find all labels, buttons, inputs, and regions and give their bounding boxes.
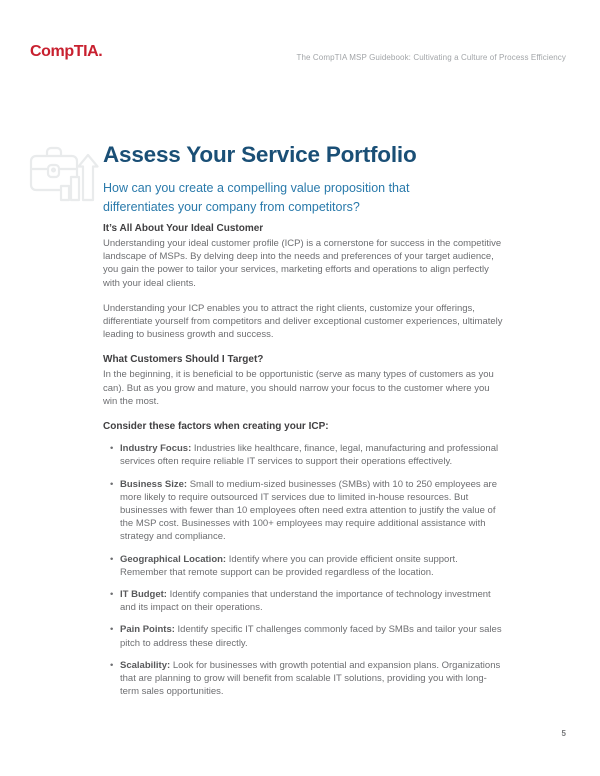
icp-factor-industry-focus xyxy=(103,442,505,468)
icp-factor-label: Scalability: xyxy=(120,659,171,671)
icp-factor-business-size xyxy=(103,478,505,544)
section-heading-target-customers: What Customers Should I Target? xyxy=(103,354,264,366)
icp-factor-scalability xyxy=(103,659,505,699)
page-number: 5 xyxy=(561,729,566,738)
paragraph: In the beginning, it is beneficial to be opportunistic (serve as many types of customers as you can). But as you grow and mature, you should narrow your focus to the customer where you win the most. xyxy=(103,369,494,407)
icp-factor-it-budget xyxy=(103,588,505,614)
icp-factor-label: Industry Focus: xyxy=(120,443,192,455)
body-content xyxy=(103,222,505,707)
icp-factor-text: Identify companies that understand the importance of technology investment and its impact on their operations. xyxy=(120,589,491,614)
icp-factor-label: IT Budget: xyxy=(120,589,167,601)
icp-factor-geographical-location xyxy=(103,553,505,579)
page-title: Assess Your Service Portfolio xyxy=(103,142,417,167)
icp-factor-label: Business Size: xyxy=(120,478,188,490)
icp-factor-label: Geographical Location: xyxy=(120,553,227,565)
document-title: The CompTIA MSP Guidebook: Cultivating a Culture of Process Efficiency xyxy=(296,53,566,62)
comptia-logo: CompTIA. xyxy=(30,43,103,60)
paragraph: Understanding your ICP enables you to attract the right clients, customize your offerings, differentiate yourself from competitors and deliver exceptional customer experiences, ultimately leading to business growth and success. xyxy=(103,302,503,341)
icp-factor-text: Look for businesses with growth potential and expansion plans. Organizations that are planning to grow will benefit from scalable IT solutions, providing you with long-term sales opportunities. xyxy=(120,659,501,698)
icp-factor-text: Identify where you can provide efficient onsite support. Remember that remote support can be provided regardless of the location. xyxy=(120,553,458,578)
briefcase-growth-chart-icon xyxy=(25,136,99,208)
icp-factor-pain-points xyxy=(103,623,505,649)
icp-factor-label: Pain Points: xyxy=(120,624,175,636)
icp-factor-text: Small to medium-sized businesses (SMBs) with 10 to 250 employees are more likely to require outsourced IT services due to limited in-house resources. But businesses with fewer than 10 employees often need extra attention to justify the value of the MSP cost. Businesses with 100+ employees may require additional assistance with strategy and compliance. xyxy=(120,478,498,543)
icp-factor-text: Identify specific IT challenges commonly faced by SMBs and tailor your sales pitch to address these directly. xyxy=(120,624,502,649)
page-subtitle: How can you create a compelling value proposition that differentiates your company from competitors? xyxy=(103,181,410,214)
icp-factors-intro: Consider these factors when creating your ICP: xyxy=(103,421,329,433)
icp-factors-list xyxy=(103,442,505,698)
icp-factor-text: Industries like healthcare, finance, legal, manufacturing and professional services often require reliable IT services to support their operations effectively. xyxy=(120,443,499,468)
paragraph: Understanding your ideal customer profile (ICP) is a cornerstone for success in the competitive landscape of MSPs. By delving deep into the needs and preferences of your target audience, you gain the power to tailor your services, marketing efforts and operations to align perfectly with your ideal clients. xyxy=(103,238,502,289)
section-heading-ideal-customer: It’s All About Your Ideal Customer xyxy=(103,223,264,234)
